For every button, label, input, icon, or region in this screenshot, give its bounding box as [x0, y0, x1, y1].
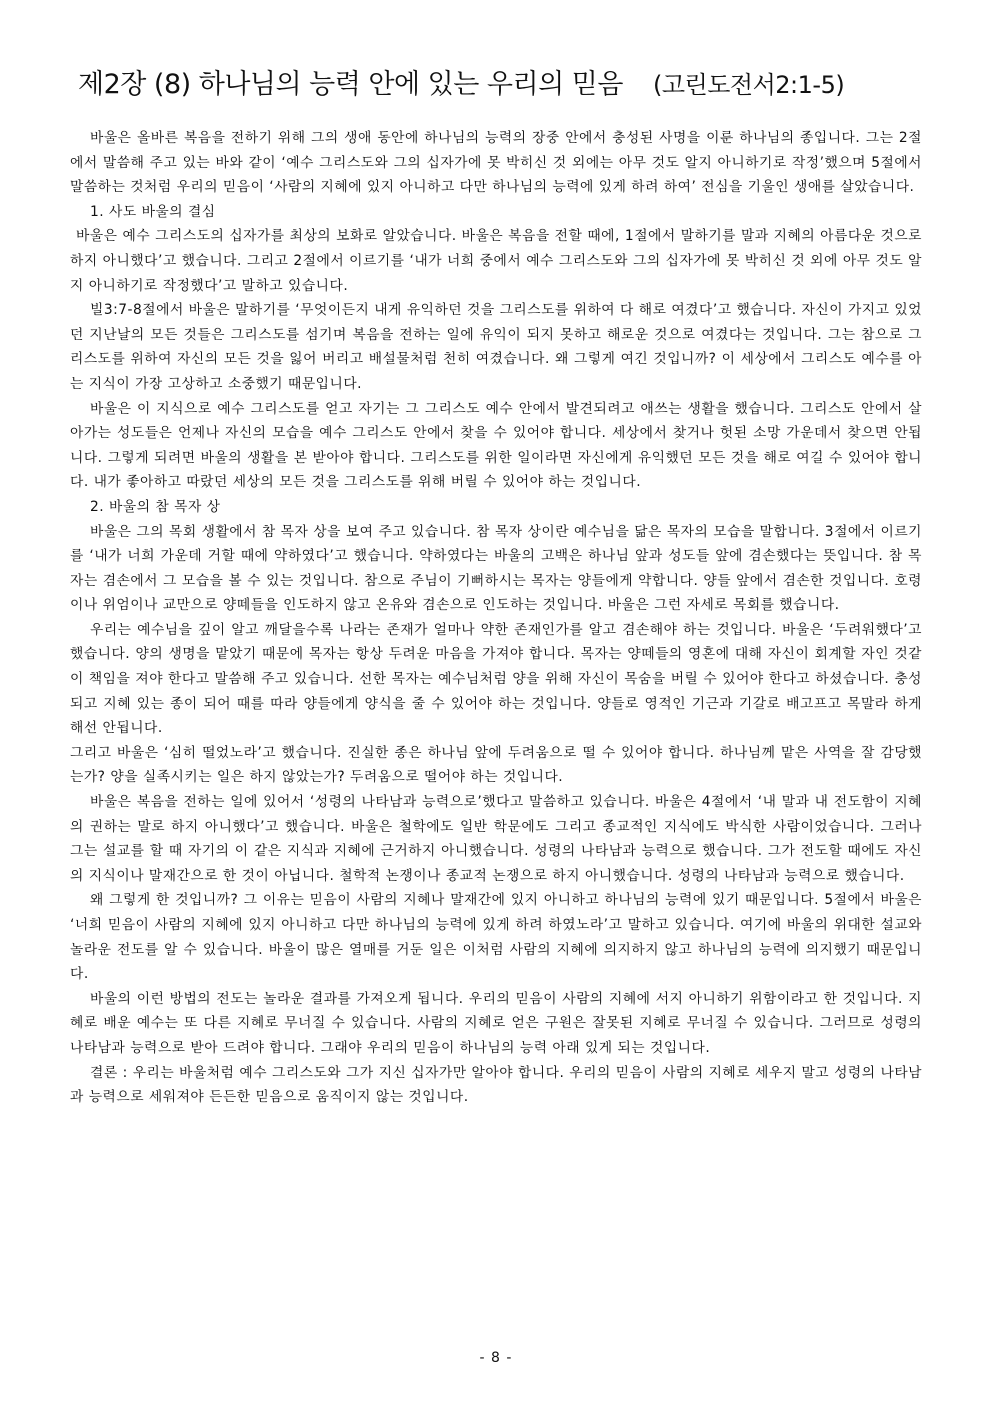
paragraph-intro: 바울은 올바른 복음을 전하기 위해 그의 생애 동안에 하나님의 능력의 장중 안에서 충성된 사명을 이룬 하나님의 종입니다. 그는 2절에서 말씀해 주고 있는 바와 같이 ‘예수 그리스도와 그의 십자가에 못 박히신 것 외에는 아무 것도 알지 아니하기로 작정’했으며 5절에서 말씀하는 것처럼 우리의 믿음이 ‘사람의 지혜에 있지 아니하고 다만 하나님의 능력에 있게 하려 하여’ 전심을 기울인 생애를 살았습니다. — [70, 130, 922, 196]
page-title — [78, 68, 938, 102]
scripture-reference: (고린도전서2:1-5) — [653, 71, 845, 99]
paragraph: 바울은 복음을 전하는 일에 있어서 ‘성령의 나타남과 능력으로’했다고 말씀하고 있습니다. 바울은 4절에서 ‘내 말과 내 전도함이 지혜의 권하는 말로 하지 아니했다’고 했습니다. 바울은 철학에도 일반 학문에도 그리고 종교적인 지식에도 박식한 사람이었습니다. 그러나 그는 설교를 할 때 자기의 이 같은 지식과 지혜에 근거하지 아니했습니다. 성령의 나타남과 능력으로 했습니다. 그가 전도할 때에도 자신의 지식이나 말재간으로 한 것이 아닙니다. 철학적 논쟁이나 종교적 논쟁으로 하지 아니했습니다. 성령의 나타남과 능력으로 했습니다. — [70, 794, 922, 884]
paragraph: 우리는 예수님을 깊이 알고 깨달을수록 나라는 존재가 얼마나 약한 존재인가를 알고 겸손해야 하는 것입니다. 바울은 ‘두려워했다’고 했습니다. 양의 생명을 맡았기 때문에 목자는 항상 두려운 마음을 가져야 합니다. 목자는 양떼들의 영혼에 대해 자신이 회계할 자인 것같이 책임을 져야 한다고 말씀해 주고 있습니다. 선한 목자는 예수님처럼 양을 위해 자신이 목숨을 버릴 수 있어야 한다고 하셨습니다. 충성되고 지혜 있는 종이 되어 때를 따라 양들에게 양식을 줄 수 있어야 하는 것입니다. 양들로 영적인 기근과 기갈로 배고프고 목말라 하게 해선 안됩니다. — [70, 621, 922, 737]
paragraph-conclusion: 결론 : 우리는 바울처럼 예수 그리스도와 그가 지신 십자가만 알아야 합니다. 우리의 믿음이 사람의 지혜로 세우지 말고 성령의 나타남과 능력으로 세워져야 든든한 믿음으로 움직이지 않는 것입니다. — [70, 1064, 922, 1106]
chapter-title: 제2장 (8) 하나님의 능력 안에 있는 우리의 믿음 — [78, 69, 623, 100]
paragraph: 바울은 예수 그리스도의 십자가를 최상의 보화로 알았습니다. 바울은 복음을 전할 때에, 1절에서 말하기를 말과 지혜의 아름다운 것으로 하지 아니했다’고 했습니다. 그리고 2절에서 이르기를 ‘내가 너희 중에서 예수 그리스도와 그의 십자가에 못 박히신 것 외에 아무 것도 알지 아니하기로 작정했다’고 말하고 있습니다. — [70, 228, 922, 294]
paragraph: 빌3:7-8절에서 바울은 말하기를 ‘무엇이든지 내게 유익하던 것을 그리스도를 위하여 다 해로 여겼다’고 했습니다. 자신이 가지고 있었던 지난날의 모든 것들은 그리스도를 섬기며 복음을 전하는 일에 유익이 되지 못하고 해로운 것으로 여겼다는 것입니다. 그는 참으로 그리스도를 위하여 자신의 모든 것을 잃어 버리고 배설물처럼 천히 여겼습니다. 왜 그렇게 여긴 것입니까? 이 세상에서 그리스도 예수를 아는 지식이 가장 고상하고 소중했기 때문입니다. — [70, 302, 922, 392]
paragraph: 왜 그렇게 한 것입니까? 그 이유는 믿음이 사람의 지혜나 말재간에 있지 아니하고 하나님의 능력에 있기 때문입니다. 5절에서 바울은 ‘너희 믿음이 사람의 지혜에 있지 아니하고 다만 하나님의 능력에 있게 하려 하였노라’고 말하고 있습니다. 여기에 바울의 위대한 설교와 놀라운 전도를 알 수 있습니다. 바울이 많은 열매를 거둔 일은 이처럼 사람의 지혜에 의지하지 않고 하나님의 능력에 의지했기 때문입니다. — [70, 892, 922, 983]
section-heading-1: 1. 사도 바울의 결심 — [90, 203, 216, 220]
paragraph: 바울의 이런 방법의 전도는 놀라운 결과를 가져오게 됩니다. 우리의 믿음이 사람의 지혜에 서지 아니하기 위함이라고 한 것입니다. 지혜로 배운 예수는 또 다른 지혜로 무너질 수 있습니다. 사람의 지혜로 얻은 구원은 잘못된 지혜로 무너질 수 있습니다. 그러므로 성령의 나타남과 능력으로 받아 드려야 합니다. 그래야 우리의 믿음이 하나님의 능력 아래 있게 되는 것입니다. — [70, 990, 922, 1056]
page-number: - 8 - — [479, 1350, 513, 1366]
paragraph: 바울은 이 지식으로 예수 그리스도를 얻고 자기는 그 그리스도 예수 안에서 발견되려고 애쓰는 생활을 했습니다. 그리스도 안에서 살아가는 성도들은 언제나 자신의 모습을 예수 그리스도 안에서 찾을 수 있어야 합니다. 세상에서 찾거나 헛된 소망 가운데서 찾으면 안됩니다. 그렇게 되려면 바울의 생활을 본 받아야 합니다. 그리스도를 위한 일이라면 자신에게 유익했던 모든 것을 해로 여길 수 있어야 합니다. 내가 좋아하고 따랐던 세상의 모든 것을 그리스도를 위해 버릴 수 있어야 하는 것입니다. — [70, 400, 922, 491]
document-body — [70, 126, 922, 1110]
paragraph: 바울은 그의 목회 생활에서 참 목자 상을 보여 주고 있습니다. 참 목자 상이란 예수님을 닮은 목자의 모습을 말합니다. 3절에서 이르기를 ‘내가 너희 가운데 거할 때에 약하였다’고 했습니다. 약하였다는 바울의 고백은 하나님 앞과 성도들 앞에 겸손했다는 뜻입니다. 참 목자는 겸손에서 그 모습을 볼 수 있는 것입니다. 참으로 주님이 기뻐하시는 목자는 양들에게 약합니다. 양들 앞에서 겸손한 것입니다. 호령이나 위엄이나 교만으로 양떼들을 인도하지 않고 온유와 겸손으로 인도하는 것입니다. 바울은 그런 자세로 목회를 했습니다. — [70, 523, 922, 614]
section-heading-2: 2. 바울의 참 목자 상 — [90, 498, 221, 515]
paragraph: 그리고 바울은 ‘심히 떨었노라’고 했습니다. 진실한 종은 하나님 앞에 두려움으로 떨 수 있어야 합니다. 하나님께 맡은 사역을 잘 감당했는가? 양을 실족시키는 일은 하지 않았는가? 두려움으로 떨어야 하는 것입니다. — [70, 744, 922, 786]
